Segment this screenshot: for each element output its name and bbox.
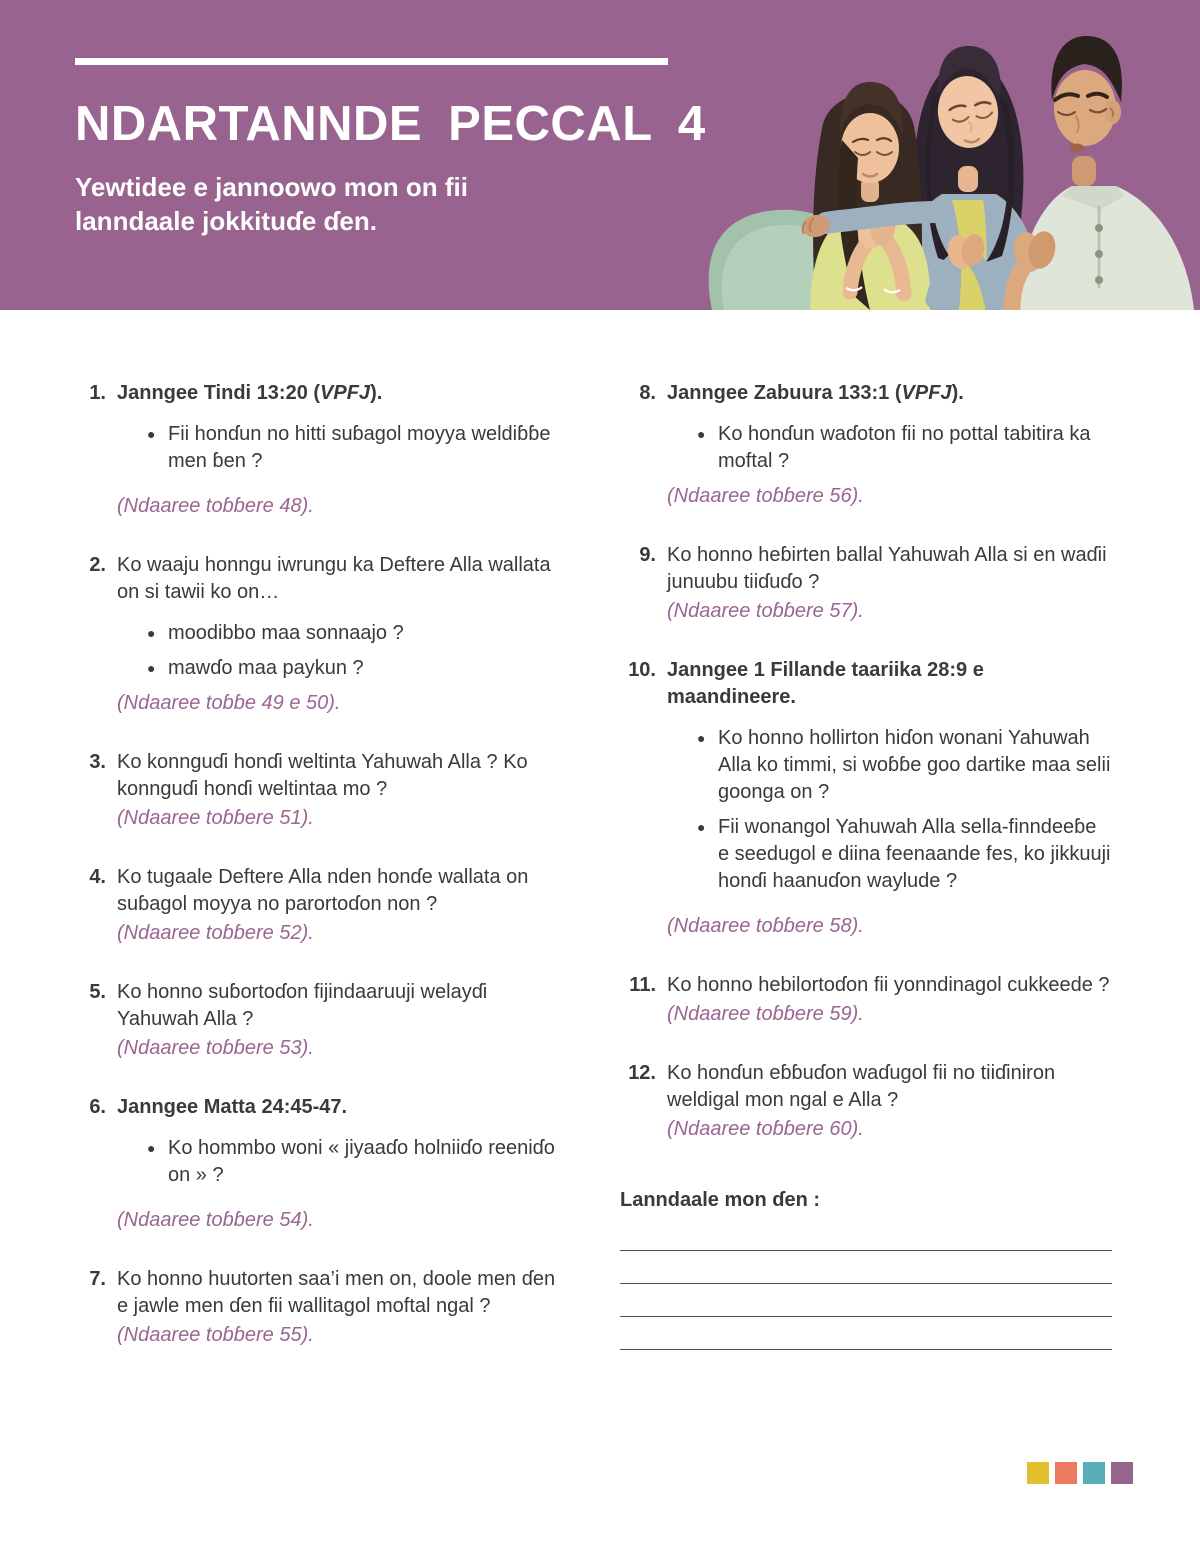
question bbox=[82, 979, 560, 1062]
bullet-icon: ● bbox=[697, 730, 706, 746]
question-content bbox=[117, 864, 560, 947]
bullet-text: Fii wonangol Yahuwah Alla sella-finndeeɓe e seedugol e diina feenaande fes, ko jikkuuji honɗi haanuɗon waylude ? bbox=[718, 816, 1111, 892]
bullet-icon: ● bbox=[697, 426, 706, 442]
question-title: Ko tugaale Deftere Alla nden honɗe wallata on suɓagol moyya no parortoɗon non ? bbox=[117, 866, 529, 915]
bullet-list bbox=[667, 421, 1112, 475]
color-swatch bbox=[1083, 1462, 1105, 1484]
bullet-item bbox=[117, 421, 560, 475]
bullet-icon: ● bbox=[697, 819, 706, 835]
reference-note: (Ndaaree toɓɓere 48). bbox=[117, 495, 314, 517]
question bbox=[82, 1266, 560, 1349]
question-content bbox=[117, 749, 560, 832]
bullet-icon: ● bbox=[147, 1140, 156, 1156]
footer-color-swatches bbox=[1027, 1462, 1133, 1484]
bullet-text: Ko hommbo woni « jiyaaɗo holniiɗo reeniɗo on » ? bbox=[168, 1137, 555, 1186]
father bbox=[1010, 36, 1194, 310]
reference-note: (Ndaaree toɓɓere 55). bbox=[117, 1324, 314, 1346]
question-number: 6. bbox=[89, 1096, 106, 1118]
bullet-icon: ● bbox=[147, 426, 156, 442]
question bbox=[620, 542, 1112, 625]
page-subtitle: Yewtidee e jannoowo mon on fii lanndaale jokkituɗe ɗen. bbox=[75, 172, 468, 236]
bullet-text: moodibbo maa sonnaajo ? bbox=[168, 622, 404, 644]
question-title-italic: VPFJ bbox=[901, 382, 952, 404]
question bbox=[620, 1060, 1112, 1143]
question-content bbox=[667, 542, 1112, 625]
reference-note: (Ndaaree toɓɓe 49 e 50). bbox=[117, 692, 341, 714]
question-number: 2. bbox=[89, 554, 106, 576]
question bbox=[620, 380, 1112, 510]
question bbox=[620, 972, 1112, 1028]
question bbox=[620, 657, 1112, 940]
bullet-list bbox=[667, 725, 1112, 895]
question-content bbox=[117, 552, 560, 717]
bullet-list bbox=[117, 1135, 560, 1189]
question-title-text: Janngee Tindi 13:20 ( bbox=[117, 382, 321, 404]
header-rule bbox=[75, 58, 668, 65]
page-title: NDARTANNDE PECCAL 4 bbox=[75, 97, 706, 151]
bullet-item bbox=[667, 814, 1112, 895]
answer-line bbox=[620, 1284, 1112, 1317]
bullet-icon: ● bbox=[147, 660, 156, 676]
bullet-text: Fii honɗun no hitti suɓagol moyya weldiɓɓe men ɓen ? bbox=[168, 423, 551, 472]
question-number: 4. bbox=[89, 866, 106, 888]
answer-line bbox=[620, 1218, 1112, 1251]
question-number: 9. bbox=[639, 544, 656, 566]
questions-column-right bbox=[620, 380, 1112, 1350]
question-title bbox=[667, 380, 1112, 407]
question-number: 12. bbox=[628, 1062, 656, 1084]
reference-note: (Ndaaree toɓɓere 51). bbox=[117, 807, 314, 829]
question-content bbox=[117, 1094, 560, 1234]
question-title: Ko honno heɓirten ballal Yahuwah Alla si en waɗii junuubu tiiɗuɗo ? bbox=[667, 544, 1107, 593]
reference-note: (Ndaaree toɓɓere 59). bbox=[667, 1003, 864, 1025]
page-header bbox=[0, 0, 1200, 310]
reference-note: (Ndaaree toɓɓere 54). bbox=[117, 1209, 314, 1231]
question-title-text: ). bbox=[370, 382, 383, 404]
answer-line bbox=[620, 1251, 1112, 1284]
reference-note: (Ndaaree toɓɓere 57). bbox=[667, 600, 864, 622]
reference-note: (Ndaaree toɓɓere 58). bbox=[667, 915, 864, 937]
question bbox=[82, 864, 560, 947]
question-content bbox=[667, 1060, 1112, 1143]
question-number: 7. bbox=[89, 1268, 106, 1290]
bullet-item bbox=[667, 725, 1112, 806]
question-title: Janngee 1 Fillande taariika 28:9 e maandineere. bbox=[667, 659, 984, 708]
bullet-text: Ko honno hollirton hiɗon wonani Yahuwah Alla ko timmi, si woɓɓe goo dartike maa selii goonga on ? bbox=[718, 727, 1111, 803]
question-title bbox=[117, 380, 560, 407]
color-swatch bbox=[1027, 1462, 1049, 1484]
bullet-item bbox=[117, 620, 560, 647]
bullet-text: mawɗo maa paykun ? bbox=[168, 657, 364, 679]
question-content bbox=[117, 380, 560, 520]
question-title-text: Janngee Zabuura 133:1 ( bbox=[667, 382, 902, 404]
bullet-text: Ko honɗun waɗoton fii no pottal tabitira ka moftal ? bbox=[718, 423, 1091, 472]
question-number: 10. bbox=[628, 659, 656, 681]
girl bbox=[810, 82, 930, 310]
question-title: Ko honno huutorten saa’i men on, doole men ɗen e jawle men ɗen fii wallitagol moftal ngal ? bbox=[117, 1268, 556, 1317]
question bbox=[82, 552, 560, 717]
color-swatch bbox=[1055, 1462, 1077, 1484]
question-title-text: ). bbox=[951, 382, 964, 404]
question-content bbox=[117, 979, 560, 1062]
question-number: 1. bbox=[89, 382, 106, 404]
question-title: Ko konnguɗi honɗi weltinta Yahuwah Alla ? Ko konnguɗi honɗi weltintaa mo ? bbox=[117, 751, 528, 800]
question-content bbox=[117, 1266, 560, 1349]
question bbox=[82, 380, 560, 520]
question-content bbox=[667, 972, 1112, 1028]
bullet-list bbox=[117, 620, 560, 682]
question-number: 5. bbox=[89, 981, 106, 1003]
question bbox=[82, 1094, 560, 1234]
questions-column-left bbox=[82, 380, 560, 1381]
question-number: 8. bbox=[639, 382, 656, 404]
bullet-item bbox=[667, 421, 1112, 475]
bullet-item bbox=[117, 655, 560, 682]
answer-lines bbox=[620, 1218, 1112, 1350]
reference-note: (Ndaaree toɓɓere 53). bbox=[117, 1037, 314, 1059]
question-title-italic: VPFJ bbox=[320, 382, 371, 404]
color-swatch bbox=[1111, 1462, 1133, 1484]
answers-heading: Lanndaale mon ɗen : bbox=[620, 1189, 821, 1211]
question-number: 3. bbox=[89, 751, 106, 773]
family-praying-illustration bbox=[700, 0, 1200, 310]
question-title: Janngee Matta 24:45-47. bbox=[117, 1096, 348, 1118]
bullet-icon: ● bbox=[147, 625, 156, 641]
bullet-list bbox=[117, 421, 560, 475]
question-title: Ko honno suɓortoɗon fijindaaruuji welayɗi Yahuwah Alla ? bbox=[117, 981, 488, 1030]
question-title: Ko honɗun eɓɓuɗon waɗugol fii no tiiɗiniron weldigal mon ngal e Alla ? bbox=[667, 1062, 1056, 1111]
question bbox=[82, 749, 560, 832]
bullet-item bbox=[117, 1135, 560, 1189]
question-content bbox=[667, 657, 1112, 940]
question-title: Ko honno hebilortoɗon fii yonndinagol cukkeede ? bbox=[667, 974, 1110, 996]
reference-note: (Ndaaree toɓɓere 52). bbox=[117, 922, 314, 944]
question-content bbox=[667, 380, 1112, 510]
question-number: 11. bbox=[629, 974, 656, 996]
reference-note: (Ndaaree toɓɓere 56). bbox=[667, 485, 864, 507]
question-title: Ko waaju honngu iwrungu ka Deftere Alla wallata on si tawii ko on… bbox=[117, 554, 551, 603]
answer-line bbox=[620, 1317, 1112, 1350]
reference-note: (Ndaaree toɓɓere 60). bbox=[667, 1118, 864, 1140]
